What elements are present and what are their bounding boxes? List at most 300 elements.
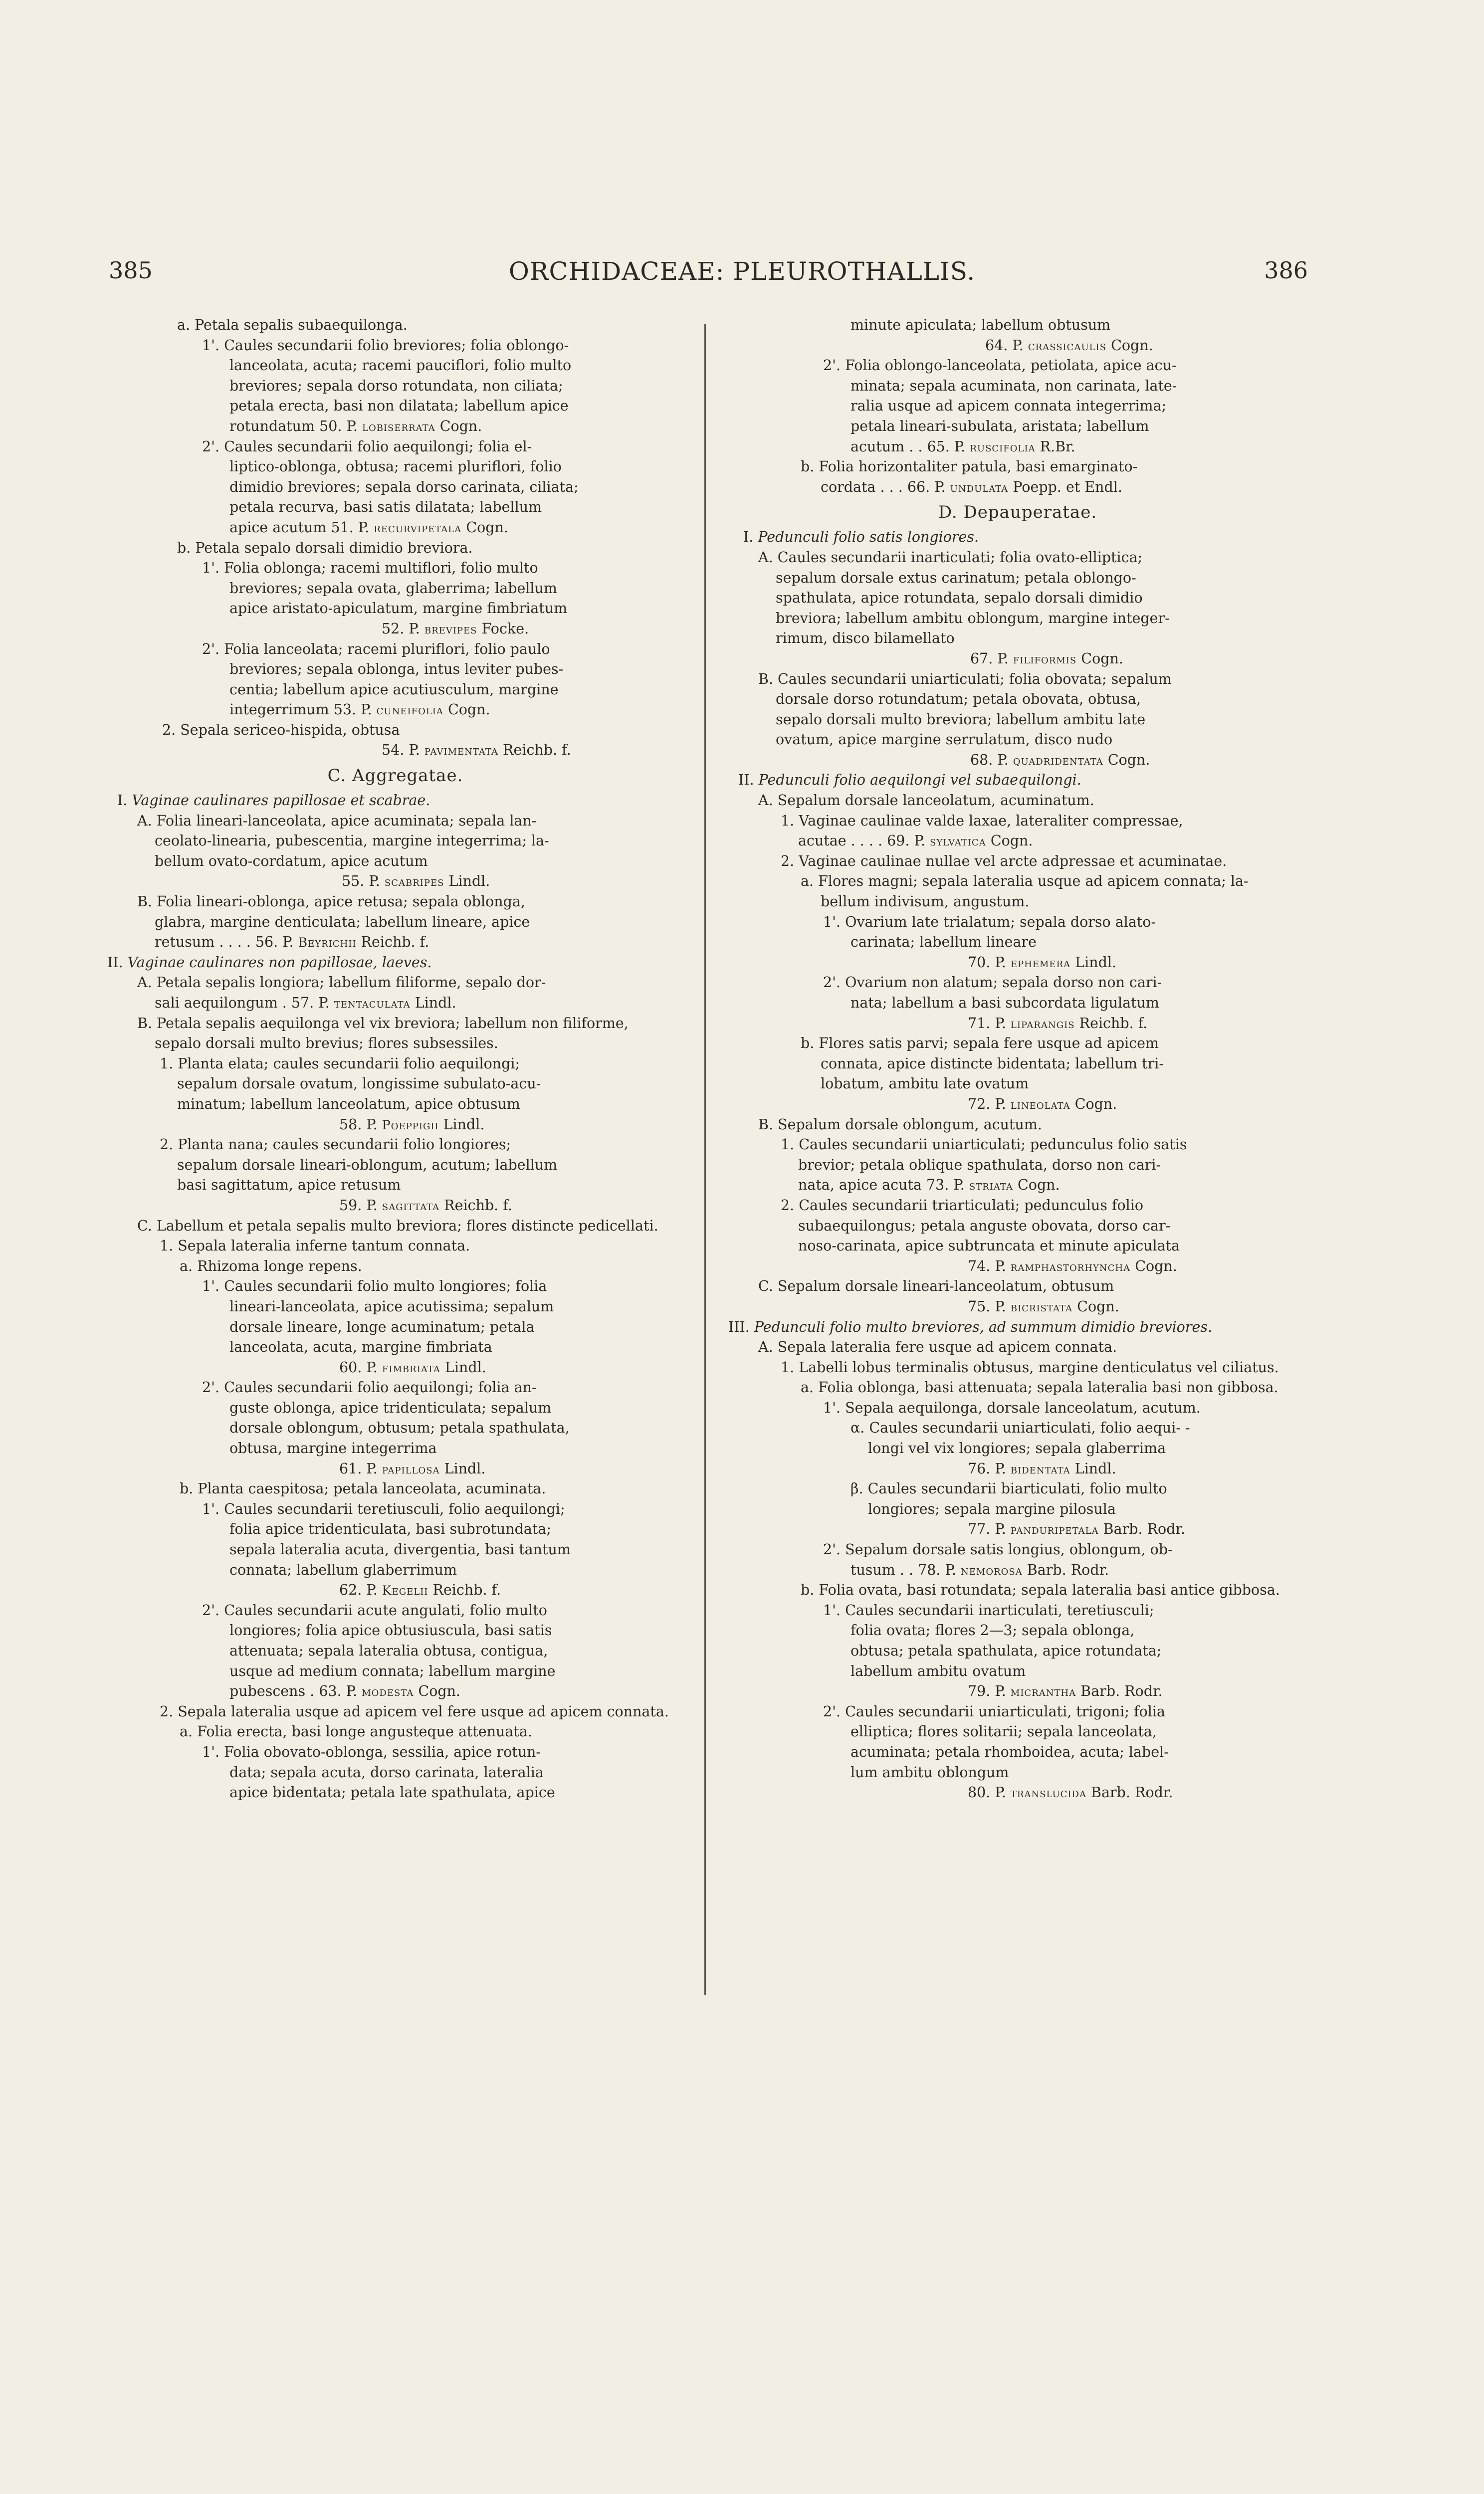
line-text: 80. P.	[968, 1784, 1011, 1801]
species-name: sagittata	[382, 1198, 440, 1213]
species-name: nemorosa	[961, 1563, 1023, 1578]
line-text: petala recurva, basi satis dilatata; labellum	[229, 499, 542, 516]
line-text: sepalo dorsali multo brevius; flores subsessiles.	[155, 1035, 498, 1052]
line-text: 2'. Folia oblongo-lanceolata, petiolata, apice acu-	[823, 357, 1177, 374]
text-line	[718, 457, 1317, 477]
line-text: obtusa; petala spathulata, apice rotundata;	[850, 1643, 1162, 1659]
line-text: 75. P.	[968, 1298, 1011, 1315]
text-line	[718, 932, 1317, 953]
text-line	[97, 1742, 693, 1763]
species-name: filiformis	[1013, 651, 1077, 666]
text-line	[97, 811, 693, 831]
species-author: Cogn.	[1072, 1298, 1119, 1315]
text-line	[718, 1519, 1317, 1540]
line-text: breviores; sepala oblonga, intus leviter pubes-	[229, 661, 564, 678]
line-text: nata, apice acuta 73. P.	[798, 1177, 969, 1194]
line-text: lanceolata, acuta; racemi pauciflori, folio multo	[229, 357, 572, 374]
species-name: pavimentata	[424, 743, 498, 758]
italic-heading: Pedunculi folio multo breviores, ad summum dimidio breviores.	[754, 1318, 1213, 1335]
line-text: lanceolata, acuta, margine fimbriata	[229, 1339, 492, 1356]
line-text: longiores; sepala margine pilosula	[868, 1500, 1116, 1517]
text-line	[97, 659, 693, 680]
text-line	[97, 1641, 693, 1662]
line-text: acutae . . . . 69. P.	[798, 832, 930, 849]
text-line	[718, 892, 1317, 912]
line-text: 1'. Folia obovato-oblonga, sessilia, apice rotun-	[202, 1743, 541, 1760]
line-text: 1'. Folia oblonga; racemi multiflori, folio multo	[202, 560, 538, 577]
text-line	[97, 396, 693, 416]
text-line	[97, 1216, 693, 1237]
species-author: R.Br.	[1035, 438, 1075, 455]
line-text: 68. P.	[970, 751, 1013, 768]
line-text: 67. P.	[970, 650, 1013, 667]
text-line	[97, 1317, 693, 1338]
line-text: apice acutum 51. P.	[229, 519, 374, 536]
line-text: 61. P.	[339, 1460, 382, 1477]
species-name: undulata	[950, 480, 1009, 495]
line-text: b. Flores satis parvi; sepala fere usque ad apicem	[801, 1035, 1159, 1052]
text-line	[97, 1014, 693, 1034]
italic-heading: Pedunculi folio aequilongi vel subaequilongi.	[758, 772, 1081, 789]
text-line	[97, 912, 693, 933]
line-text: petala erecta, basi non dilatata; labellum apice	[229, 398, 569, 415]
line-text: rotundatum 50. P.	[229, 417, 362, 434]
text-line	[718, 628, 1317, 649]
species-author: Focke.	[477, 620, 529, 637]
line-text: 1'. Ovarium late trialatum; sepala dorso alato-	[823, 913, 1156, 930]
species-name: quadridentata	[1013, 753, 1103, 768]
text-line	[97, 1722, 693, 1742]
line-text: sali aequilongum . 57. P.	[155, 995, 334, 1011]
text-line	[718, 1074, 1317, 1094]
text-line	[718, 416, 1317, 437]
text-line	[97, 973, 693, 993]
line-text: sepalum dorsale lineari-oblongum, acutum; labellum	[177, 1156, 558, 1173]
species-name: Poeppigii	[382, 1117, 439, 1132]
text-line	[97, 1297, 693, 1317]
line-text: β. Caules secundarii biarticulati, folio multo	[850, 1480, 1167, 1497]
line-text: rimum, disco bilamellato	[776, 630, 955, 647]
text-line	[97, 1439, 693, 1459]
species-name: ruscifolia	[970, 439, 1036, 454]
line-text: apice aristato-apiculatum, margine fimbriatum	[229, 600, 568, 617]
species-author: Reichb. f.	[439, 1197, 512, 1214]
line-text: 55. P.	[342, 873, 385, 890]
line-text: 2'. Caules secundarii folio aequilongi; folia el-	[202, 438, 532, 455]
text-line	[97, 1702, 693, 1722]
line-text: labellum ambitu ovatum	[850, 1663, 1026, 1679]
text-line	[718, 477, 1317, 498]
line-text: 2. Sepala sericeo-hispida, obtusa	[162, 721, 400, 738]
text-line	[718, 1358, 1317, 1378]
species-author: Reichb. f.	[356, 934, 429, 951]
line-text: carinata; labellum lineare	[850, 934, 1037, 951]
line-text: 74. P.	[968, 1257, 1011, 1274]
line-text: a. Folia oblonga, basi attenuata; sepala lateralia basi non gibbosa.	[801, 1379, 1278, 1396]
text-line	[97, 1601, 693, 1621]
text-line	[718, 1398, 1317, 1419]
line-text: B. Sepalum dorsale oblongum, acutum.	[758, 1116, 1042, 1133]
line-text: 2. Planta nana; caules secundarii folio longiores;	[160, 1136, 511, 1153]
text-line	[718, 548, 1317, 568]
species-name: lineolata	[1010, 1097, 1070, 1112]
line-text: bellum indivisum, angustum.	[821, 893, 1030, 910]
line-text: A. Petala sepalis longiora; labellum filiforme, sepalo dor-	[137, 974, 546, 991]
text-line	[97, 579, 693, 599]
species-name: modesta	[362, 1684, 414, 1699]
line-text: 2'. Caules secundarii acute angulati, folio multo	[202, 1602, 547, 1619]
text-line	[97, 1337, 693, 1358]
line-text: lobatum, ambitu late ovatum	[821, 1075, 1029, 1092]
text-line	[718, 1236, 1317, 1256]
text-line	[718, 1337, 1317, 1358]
italic-heading: Vaginae caulinares non papillosae, laeves.	[127, 954, 432, 971]
text-line	[97, 1034, 693, 1054]
species-name: crassicaulis	[1028, 338, 1107, 353]
line-text: minute apiculata; labellum obtusum	[850, 317, 1111, 333]
line-text: connata; labellum glaberrimum	[229, 1561, 457, 1578]
text-line	[718, 1560, 1317, 1581]
species-author: Cogn.	[461, 519, 508, 536]
text-line	[718, 811, 1317, 831]
text-line	[97, 1276, 693, 1297]
text-line	[718, 831, 1317, 851]
line-text: folia ovata; flores 2—3; sepala oblonga,	[850, 1622, 1135, 1639]
section-heading: D. Depauperatae.	[938, 502, 1097, 523]
text-line	[718, 356, 1317, 376]
line-text: longi vel vix longiores; sepala glaberrima	[868, 1440, 1166, 1457]
text-line	[718, 1317, 1317, 1338]
text-line	[97, 932, 693, 953]
line-text: glabra, margine denticulata; labellum lineare, apice	[155, 913, 530, 930]
line-text: bellum ovato-cordatum, apice acutum	[155, 852, 428, 869]
text-line	[97, 871, 693, 892]
species-name: sylvatica	[930, 834, 986, 849]
text-line	[97, 1378, 693, 1398]
text-line	[97, 1662, 693, 1682]
text-line	[718, 1621, 1317, 1641]
line-text: ralia usque ad apicem connata integerrima;	[850, 398, 1167, 415]
line-text: 1. Labelli lobus terminalis obtusus, margine denticulatus vel ciliatus.	[781, 1359, 1279, 1376]
text-line	[97, 720, 693, 741]
species-author: Lindl.	[439, 1460, 486, 1477]
line-text: I.	[117, 792, 132, 809]
text-line	[718, 953, 1317, 973]
line-text: liptico-oblonga, obtusa; racemi pluriflori, folio	[229, 458, 562, 475]
line-text: 2'. Caules secundarii uniarticulati, trigoni; folia	[823, 1703, 1165, 1720]
line-text: 1. Caules secundarii uniarticulati; pedunculus folio satis	[781, 1136, 1187, 1153]
text-line	[97, 477, 693, 498]
line-text: 60. P.	[339, 1359, 382, 1376]
text-line	[718, 1641, 1317, 1662]
species-name: Beyrichii	[298, 935, 357, 950]
line-text: 59. P.	[339, 1197, 382, 1214]
page-number-right: 386	[1264, 257, 1308, 284]
line-text: usque ad medium connata; labellum margine	[229, 1663, 556, 1679]
line-text: 1. Vaginae caulinae valde laxae, lateraliter compressae,	[781, 812, 1183, 829]
species-name: fimbriata	[382, 1360, 440, 1375]
text-line	[718, 568, 1317, 589]
text-line	[718, 1459, 1317, 1479]
line-text: elliptica; flores solitarii; sepala lanceolata,	[850, 1723, 1157, 1740]
line-text: minata; sepala acuminata, non carinata, late-	[850, 377, 1177, 394]
text-line	[718, 871, 1317, 892]
line-text: centia; labellum apice acutiusculum, margine	[229, 681, 559, 698]
text-line	[718, 689, 1317, 710]
line-text: 2. Vaginae caulinae nullae vel arcte adpressae et acuminatae.	[781, 852, 1227, 869]
line-text: b. Folia ovata, basi rotundata; sepala lateralia basi antice gibbosa.	[801, 1582, 1280, 1599]
species-name: scabripes	[384, 874, 444, 889]
text-line	[97, 700, 693, 720]
line-text: A. Caules secundarii inarticulati; folia ovato-elliptica;	[758, 549, 1143, 566]
text-line	[97, 1135, 693, 1155]
line-text: integerrimum 53. P.	[229, 701, 377, 718]
text-line	[718, 1034, 1317, 1054]
line-text: 70. P.	[968, 954, 1011, 971]
text-line	[718, 609, 1317, 629]
line-text: sepalum dorsale extus carinatum; petala oblongo-	[776, 569, 1136, 586]
page-number-left: 385	[109, 257, 153, 284]
species-name: ramphastorhyncha	[1010, 1259, 1131, 1274]
species-author: Cogn.	[435, 417, 482, 434]
text-line	[97, 1175, 693, 1196]
text-line	[718, 588, 1317, 609]
species-author: Lindl.	[1070, 1460, 1116, 1477]
text-line	[97, 1358, 693, 1378]
text-line	[718, 1175, 1317, 1196]
line-text: 2. Caules secundarii triarticulati; pedunculus folio	[781, 1197, 1144, 1214]
line-text: attenuata; sepala lateralia obtusa, contigua,	[229, 1643, 548, 1659]
text-line	[718, 1540, 1317, 1560]
text-line	[97, 680, 693, 700]
species-author: Cogn.	[1076, 650, 1123, 667]
species-author: Lindl.	[438, 1116, 485, 1133]
line-text: II.	[107, 954, 128, 971]
line-text: 1'. Caules secundarii folio breviores; folia oblongo-	[202, 337, 569, 354]
species-author: Reichb. f.	[498, 742, 571, 759]
line-text: ovatum, apice margine serrulatum, disco nudo	[776, 731, 1113, 748]
text-line	[97, 538, 693, 559]
species-author: Cogn.	[443, 701, 490, 718]
line-text: I.	[743, 529, 758, 546]
line-text: 77. P.	[968, 1521, 1011, 1538]
text-line	[718, 1763, 1317, 1783]
species-name: Kegelii	[382, 1583, 428, 1598]
line-text: guste oblonga, apice tridenticulata; sepalum	[229, 1399, 552, 1416]
line-text: A. Sepala lateralia fere usque ad apicem connata.	[758, 1339, 1117, 1356]
species-author: Lindl.	[440, 1359, 486, 1376]
species-name: bicristata	[1010, 1299, 1073, 1314]
line-text: sepalum dorsale ovatum, longissime subulato-acu-	[177, 1075, 541, 1092]
text-line	[97, 993, 693, 1014]
text-line	[97, 497, 693, 518]
text-line	[718, 1155, 1317, 1176]
line-text: 1'. Caules secundarii inarticulati, teretiusculi;	[823, 1602, 1154, 1619]
text-line	[97, 831, 693, 851]
text-line	[718, 1196, 1317, 1216]
species-author: Lindl.	[444, 873, 490, 890]
species-name: lobiserrata	[362, 419, 435, 434]
line-text: 2'. Caules secundarii folio aequilongi; folia an-	[202, 1379, 537, 1396]
text-line	[97, 1499, 693, 1520]
text-line	[97, 1783, 693, 1803]
line-text: a. Rhizoma longe repens.	[180, 1257, 362, 1274]
right-column	[718, 315, 1317, 1803]
text-line	[97, 1256, 693, 1277]
line-text: b. Folia horizontaliter patula, basi emarginato-	[801, 458, 1138, 475]
line-text: 62. P.	[339, 1582, 382, 1599]
section-heading: C. Aggregatae.	[327, 766, 463, 786]
species-author: Lindl.	[1070, 954, 1116, 971]
text-line	[718, 1499, 1317, 1520]
line-text: pubescens . 63. P.	[229, 1683, 362, 1700]
text-line	[97, 1580, 693, 1601]
text-line	[718, 1722, 1317, 1742]
species-name: micrantha	[1010, 1684, 1076, 1699]
line-text: data; sepala acuta, dorso carinata, lateralia	[229, 1764, 544, 1781]
line-text: 71. P.	[968, 1015, 1011, 1032]
line-text: breviora; labellum ambitu oblongum, margine integer-	[776, 610, 1170, 626]
species-author: Lindl.	[410, 995, 456, 1011]
species-author: Cogn.	[1070, 1095, 1117, 1112]
left-column	[97, 315, 693, 1803]
text-line	[97, 1519, 693, 1540]
line-text: apice bidentata; petala late spathulata, apice	[229, 1784, 555, 1801]
text-line	[97, 437, 693, 457]
text-line	[718, 1662, 1317, 1682]
line-text: retusum . . . . 56. P.	[155, 934, 298, 951]
text-line	[718, 973, 1317, 993]
line-text: spathulata, apice rotundata, sepalo dorsali dimidio	[776, 590, 1143, 607]
text-line	[718, 1479, 1317, 1499]
text-line	[97, 1236, 693, 1256]
text-line	[718, 730, 1317, 750]
line-text: cordata . . . 66. P.	[821, 478, 950, 495]
line-text: breviores; sepala dorso rotundata, non ciliata;	[229, 377, 563, 394]
text-line	[718, 376, 1317, 397]
text-line	[97, 953, 693, 973]
line-text: 52. P.	[382, 620, 424, 637]
line-text: 1'. Caules secundarii folio multo longiores; folia	[202, 1278, 547, 1295]
text-line	[97, 639, 693, 660]
line-text: 54. P.	[382, 742, 424, 759]
species-author: Cogn.	[414, 1683, 461, 1700]
text-line	[97, 851, 693, 872]
page-header	[0, 257, 1484, 302]
species-author: Cogn.	[1013, 1177, 1060, 1194]
line-text: A. Sepalum dorsale lanceolatum, acuminatum.	[758, 792, 1094, 809]
line-text: II.	[738, 772, 759, 789]
text-line	[718, 1135, 1317, 1155]
line-text: 2'. Sepalum dorsale satis longius, oblongum, ob-	[823, 1541, 1173, 1558]
text-line	[97, 376, 693, 397]
text-line	[718, 1054, 1317, 1074]
text-line	[97, 1196, 693, 1216]
line-text: 1'. Caules secundarii teretiusculi, folio aequilongi;	[202, 1500, 565, 1517]
text-line	[718, 1681, 1317, 1702]
text-line	[718, 1094, 1317, 1115]
line-text: B. Caules secundarii uniarticulati; folia obovata; sepalum	[758, 670, 1172, 687]
text-line	[718, 791, 1317, 811]
text-line	[97, 416, 693, 437]
species-name: panduripetala	[1010, 1522, 1099, 1537]
text-line	[97, 1398, 693, 1419]
species-name: papillosa	[382, 1461, 440, 1476]
species-author: Barb. Rodr.	[1086, 1784, 1173, 1801]
line-text: B. Petala sepalis aequilonga vel vix breviora; labellum non filiforme,	[137, 1015, 629, 1032]
text-line	[718, 710, 1317, 730]
text-line	[97, 1155, 693, 1176]
species-author: Barb. Rodr.	[1022, 1561, 1109, 1578]
line-text: longiores; folia apice obtusiuscula, basi satis	[229, 1622, 552, 1639]
species-author: Reichb. f.	[428, 1582, 501, 1599]
text-line	[97, 315, 693, 336]
species-author: Cogn.	[1130, 1257, 1177, 1274]
line-text: 2'. Ovarium non alatum; sepala dorso non cari-	[823, 974, 1162, 991]
line-text: b. Planta caespitosa; petala lanceolata, acuminata.	[180, 1480, 546, 1497]
line-text: sepala lateralia acuta, divergentia, basi tantum	[229, 1541, 571, 1558]
line-text: obtusa, margine integerrima	[229, 1440, 437, 1457]
line-text: 76. P.	[968, 1460, 1011, 1477]
line-text: dorsale dorso rotundatum; petala obovata, obtusa,	[776, 691, 1141, 708]
line-text: III.	[728, 1318, 754, 1335]
text-line	[97, 740, 693, 761]
line-text: breviores; sepala ovata, glaberrima; labellum	[229, 580, 557, 597]
text-line	[718, 993, 1317, 1014]
text-line	[718, 1439, 1317, 1459]
text-line	[97, 1459, 693, 1479]
line-text: nata; labellum a basi subcordata ligulatum	[850, 995, 1159, 1011]
species-name: bidentata	[1010, 1461, 1070, 1476]
text-line	[718, 1014, 1317, 1034]
italic-heading: Vaginae caulinares papillosae et scabrae.	[132, 792, 430, 809]
line-text: noso-carinata, apice subtruncata et minute apiculata	[798, 1238, 1180, 1254]
species-author: Barb. Rodr.	[1076, 1683, 1163, 1700]
text-line	[97, 518, 693, 538]
line-text: 64. P.	[985, 337, 1028, 354]
text-line	[718, 315, 1317, 336]
text-line	[97, 457, 693, 477]
text-line	[97, 599, 693, 619]
text-line	[718, 851, 1317, 872]
line-text: acutum . . 65. P.	[850, 438, 970, 455]
line-text: 1'. Sepala aequilonga, dorsale lanceolatum, acutum.	[823, 1399, 1201, 1416]
text-line	[718, 1378, 1317, 1398]
text-line	[97, 1115, 693, 1135]
text-line	[97, 1763, 693, 1783]
line-text: lineari-lanceolata, apice acutissima; sepalum	[229, 1298, 554, 1315]
species-name: striata	[969, 1178, 1013, 1193]
text-line	[718, 527, 1317, 548]
species-author: Poepp. et Endl.	[1008, 478, 1122, 495]
text-line	[718, 1783, 1317, 1803]
text-line	[97, 1418, 693, 1439]
species-author: Cogn.	[986, 832, 1033, 849]
running-title: ORCHIDACEAE: PLEUROTHALLIS.	[508, 257, 976, 286]
line-text: dorsale oblongum, obtusum; petala spathulata,	[229, 1420, 570, 1437]
text-line	[718, 1115, 1317, 1135]
text-line	[718, 1702, 1317, 1722]
line-text: petala lineari-subulata, aristata; labellum	[850, 417, 1149, 434]
italic-heading: Pedunculi folio satis longiores.	[758, 529, 979, 546]
text-line	[718, 336, 1317, 356]
text-line	[718, 912, 1317, 933]
line-text: C. Sepalum dorsale lineari-lanceolatum, obtusum	[758, 1278, 1114, 1295]
line-text: basi sagittatum, apice retusum	[177, 1177, 401, 1194]
text-line	[97, 1074, 693, 1094]
text-line	[718, 396, 1317, 416]
text-line	[718, 1216, 1317, 1237]
